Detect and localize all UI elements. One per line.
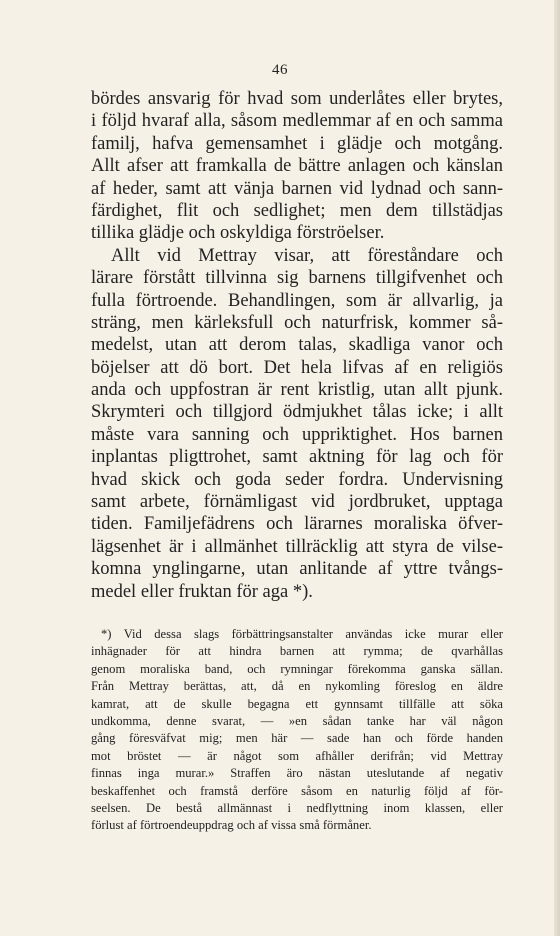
text-line: måste vara sanning och uppriktighet. Hos barnen <box>91 424 503 445</box>
footnote-line: undkomma, denne svarat, — »en sådan tanke har väl någon <box>91 713 503 728</box>
text-line: tiden. Familjefädrens och lärarnes moraliska öfver- <box>91 514 503 535</box>
footnote-line: beskaffenhet och framstå derföre såsom en naturlig följd af för- <box>91 783 503 798</box>
text-line: böjelser att dö bort. Det hela lifvas af en religiös <box>91 357 503 378</box>
text-line: bördes ansvarig för hvad som underlåtes eller brytes, <box>91 89 503 109</box>
footnote <box>91 626 503 835</box>
text-line: Allt vid Mettray visar, att föreståndare och <box>111 245 503 266</box>
text-line: Skrymteri och tillgjord ödmjukhet tålas icke; i allt <box>91 402 503 423</box>
text-line: komna ynglingarne, utan anlitande af yttre tvångs- <box>91 559 503 580</box>
footnote-line: gång föresväfvat mig; men här — sade han och förde handen <box>91 731 503 746</box>
text-line: Allt afser att framkalla de bättre anlagen och känslan <box>91 156 503 177</box>
page-number: 46 <box>272 62 288 78</box>
text-line: lägsenhet är i allmänhet tillräcklig att styra de vilse- <box>91 536 503 557</box>
text-line: af heder, samt att vänja barnen vid lydnad och sann- <box>91 178 503 199</box>
text-line: sträng, men kärleksfull och naturfrisk, kommer så- <box>91 312 503 333</box>
footnote-line: genom moraliska band, och rymningar förekomma ganska sällan. <box>91 661 503 676</box>
text-line: fulla förtroende. Behandlingen, som är allvarlig, ja <box>91 290 503 311</box>
text-line: hvad skick och goda seder fordra. Undervisning <box>91 469 503 490</box>
text-line: samt arbete, förnämligast vid jordbruket, upptaga <box>91 492 503 513</box>
body-text <box>91 88 503 603</box>
page-edge <box>554 0 560 936</box>
footnote-line: mot bröstet — är något som afhåller derifrån; vid Mettray <box>91 748 503 763</box>
text-line: färdighet, flit och sedlighet; men dem tillstädjas <box>91 200 503 221</box>
footnote-line: *) Vid dessa slags förbättringsanstalter användas icke murar eller <box>101 627 503 641</box>
text-line: medel eller fruktan för aga *). <box>91 581 313 602</box>
text-line: medelst, utan att derom talas, skadliga vanor och <box>91 335 503 356</box>
text-line: lärare förstått tillvinna sig barnens tillgifvenhet och <box>91 268 503 289</box>
footnote-line: kamrat, att de skulle begagna ett gynnsamt tillfälle att söka <box>91 696 503 711</box>
footnote-line: inhägnader för att hindra barnen att rymma; de qvarhållas <box>91 644 503 659</box>
text-line: familj, hafva gemensamhet i glädje och motgång. <box>91 133 503 154</box>
footnote-line: finnas inga murar.» Straffen äro nästan uteslutande af negativ <box>91 766 503 781</box>
text-line: inplantas pligttrohet, samt aktning för lag och för <box>91 447 503 468</box>
text-line: i följd hvaraf alla, såsom medlemmar af en och samma <box>91 111 503 132</box>
text-line: tillika glädje och oskyldiga förströelser. <box>91 223 385 244</box>
footnote-line: Från Mettray berättas, att, då en nykomling föreslog en äldre <box>91 679 503 694</box>
footnote-line: seelsen. De bestå allmännast i nedflyttning inom klassen, eller <box>91 800 503 815</box>
text-line: anda och uppfostran är rent kristlig, utan allt pjunk. <box>91 380 503 401</box>
footnote-line: förlust af förtroendeuppdrag och af vissa små förmåner. <box>91 818 372 833</box>
